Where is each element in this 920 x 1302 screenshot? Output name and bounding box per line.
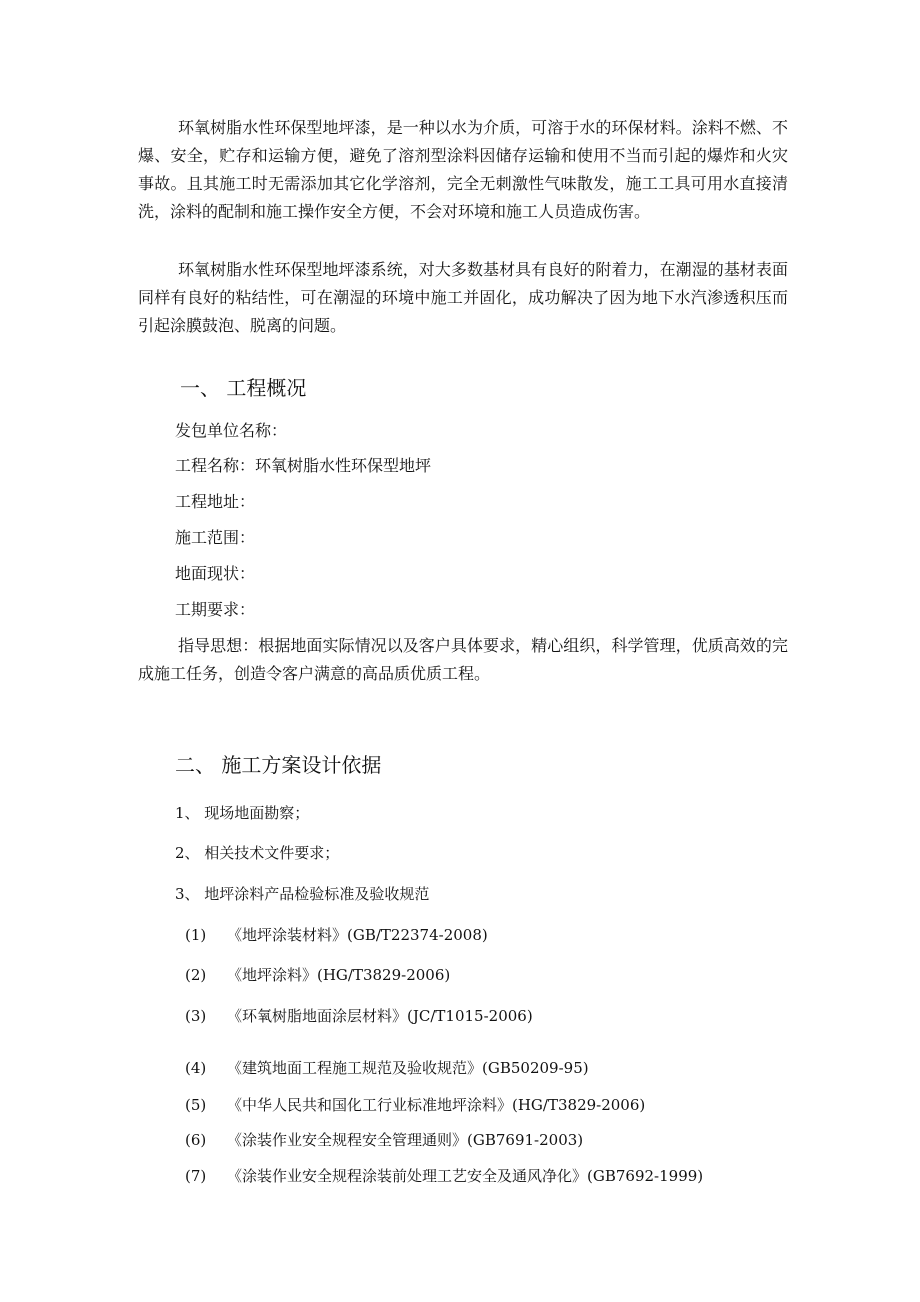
- standard-title: 《环氧树脂地面涂层材料》(JC/T1015-2006): [227, 1007, 533, 1025]
- section-2-heading: 二、 施工方案设计依据: [175, 753, 382, 777]
- standard-item: [185, 1004, 533, 1028]
- section-1-heading: 一、 工程概况: [180, 376, 307, 400]
- standard-number: (4): [185, 1059, 207, 1077]
- standard-item: [185, 963, 450, 987]
- standard-title: 《涂装作业安全规程安全管理通则》(GB7691-2003): [227, 1131, 584, 1149]
- standard-number: (1): [185, 926, 207, 944]
- standard-item: [185, 1164, 703, 1188]
- intro-paragraph-2: 环氧树脂水性环保型地坪漆系统，对大多数基材具有良好的附着力，在潮湿的基材表面同样有良好的粘结性，可在潮湿的环境中施工并固化，成功解决了因为地下水汽渗透积压而引起涂膜鼓泡、脱离的问题。: [138, 260, 788, 335]
- standard-title: 《地坪涂装材料》(GB/T22374-2008): [227, 926, 488, 944]
- basis-item-2: 2、 相关技术文件要求；: [175, 844, 340, 862]
- basis-item-1: 1、 现场地面勘察；: [175, 804, 310, 822]
- standard-number: (2): [185, 966, 207, 984]
- standard-number: (5): [185, 1096, 207, 1114]
- field-contractor: 发包单位名称：: [175, 421, 288, 440]
- standard-number: (6): [185, 1131, 207, 1149]
- field-schedule: 工期要求：: [175, 600, 256, 619]
- basis-item-3: 3、 地坪涂料产品检验标准及验收规范: [175, 885, 430, 903]
- standard-title: 《地坪涂料》(HG/T3829-2006): [227, 966, 451, 984]
- standard-number: (7): [185, 1167, 207, 1185]
- field-construction-scope: 施工范围：: [175, 528, 256, 547]
- field-project-address: 工程地址：: [175, 492, 256, 511]
- standard-title: 《涂装作业安全规程涂装前处理工艺安全及通风净化》(GB7692-1999): [227, 1167, 704, 1185]
- standard-item: [185, 1056, 589, 1080]
- standard-item: [185, 1093, 645, 1117]
- standard-title: 《建筑地面工程施工规范及验收规范》(GB50209-95): [227, 1059, 589, 1077]
- standard-number: (3): [185, 1007, 207, 1025]
- standard-title: 《中华人民共和国化工行业标准地坪涂料》(HG/T3829-2006): [227, 1096, 646, 1114]
- intro-paragraph-1: 环氧树脂水性环保型地坪漆，是一种以水为介质，可溶于水的环保材料。涂料不燃、不爆、安全，贮存和运输方便，避免了溶剂型涂料因储存运输和使用不当而引起的爆炸和火灾事故。且其施工时无需添加其它化学溶剂，完全无刺激性气味散发，施工工具可用水直接清洗，涂料的配制和施工操作安全方便，不会对环境和施工人员造成伤害。: [138, 118, 788, 221]
- field-ground-status: 地面现状：: [175, 564, 256, 583]
- field-project-name: 工程名称：环氧树脂水性环保型地坪: [175, 456, 432, 475]
- guidance-paragraph: 指导思想：根据地面实际情况以及客户具体要求，精心组织，科学管理，优质高效的完成施工任务，创造令客户满意的高品质优质工程。: [138, 636, 788, 683]
- standard-item: [185, 923, 488, 947]
- standard-item: [185, 1128, 583, 1152]
